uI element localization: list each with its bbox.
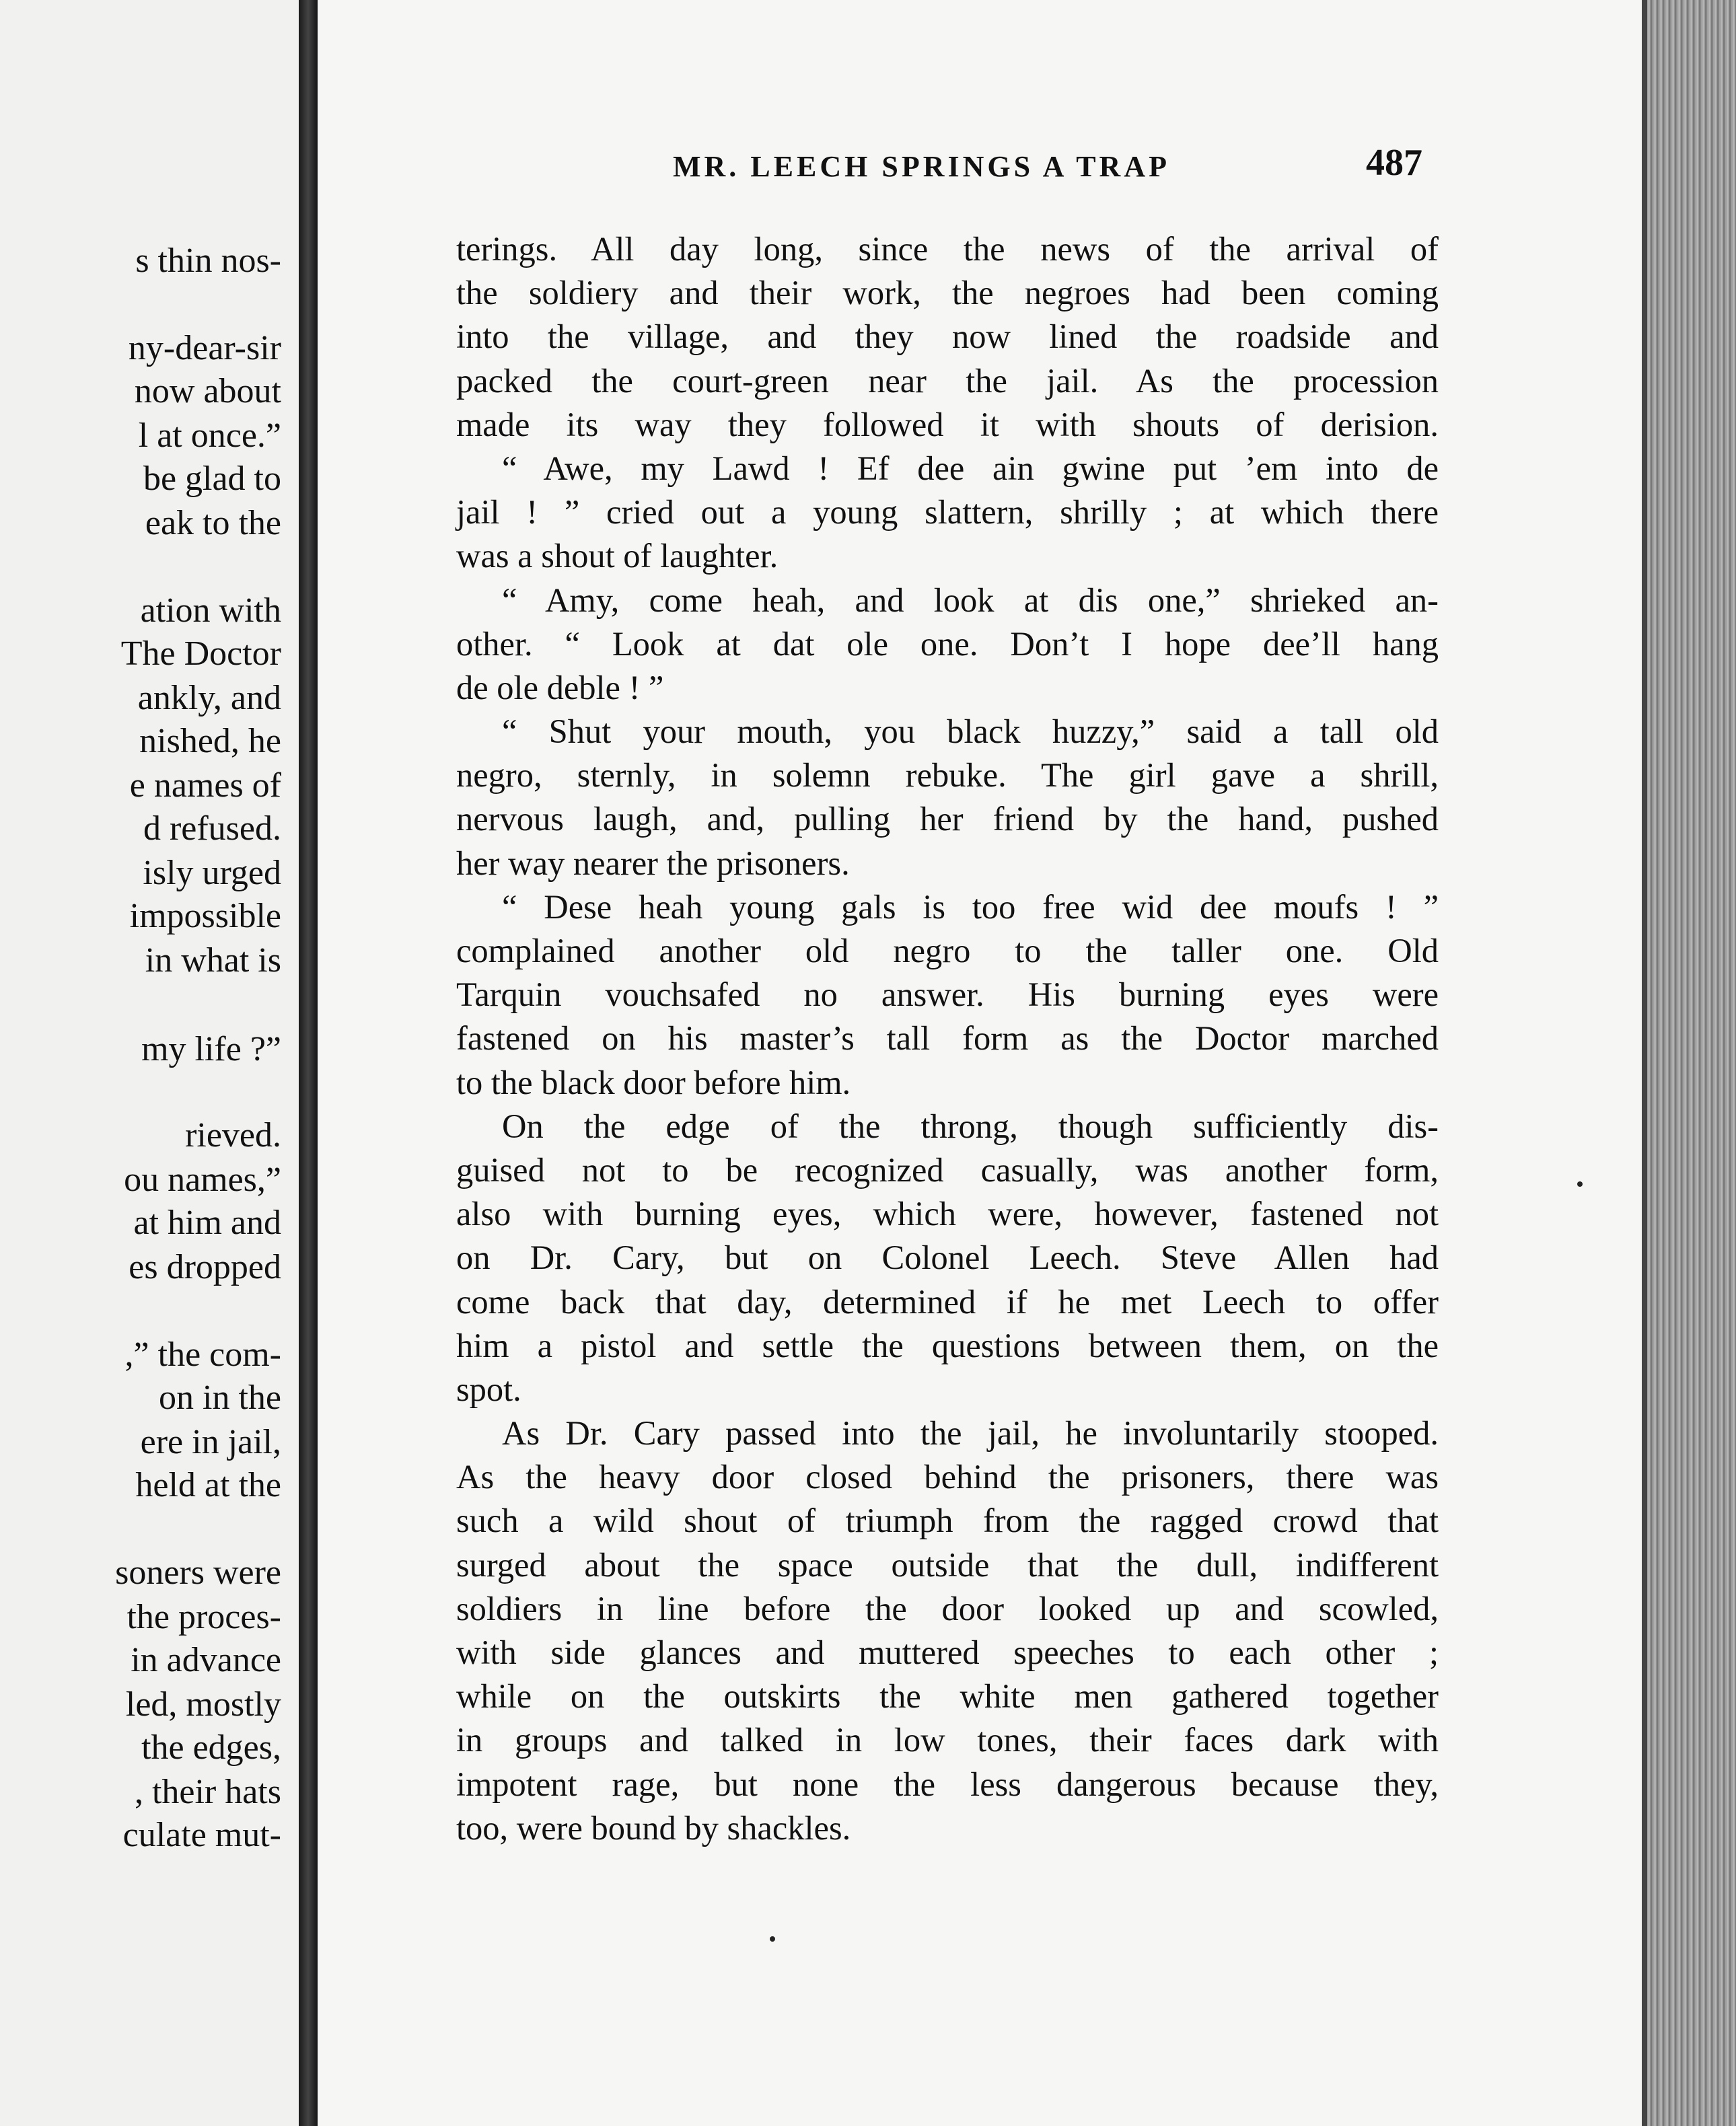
text-line: impotent rage, but none the less dangerous because they,: [456, 1765, 1439, 1803]
text-line: On the edge of the throng, though sufficiently dis-: [502, 1107, 1439, 1145]
left-page-line: at him and: [133, 1204, 281, 1242]
text-line: also with burning eyes, which were, however, fastened not: [456, 1195, 1439, 1233]
text-line: As the heavy door closed behind the prisoners, there was: [456, 1458, 1439, 1496]
left-page-line: in advance: [131, 1641, 281, 1679]
text-line: while on the outskirts the white men gathered together: [456, 1677, 1439, 1716]
page-number: 487: [1366, 142, 1422, 184]
left-page-line: rieved.: [185, 1116, 281, 1154]
text-line: nervous laugh, and, pulling her friend by the hand, pushed: [456, 800, 1439, 838]
text-line: to the black door before him.: [456, 1063, 851, 1101]
text-line: him a pistol and settle the questions between them, on the: [456, 1326, 1439, 1364]
text-line: her way nearer the prisoners.: [456, 844, 850, 882]
text-line: de ole deble ! ”: [456, 668, 664, 706]
text-line: the soldiery and their work, the negroes had been coming: [456, 274, 1439, 312]
running-header: MR. LEECH SPRINGS A TRAP: [673, 150, 1170, 183]
ink-speck: [1577, 1181, 1583, 1187]
text-line: “ Shut your mouth, you black huzzy,” said a tall old: [502, 712, 1439, 751]
text-line: packed the court-green near the jail. As the procession: [456, 361, 1439, 400]
left-page-line: ankly, and: [137, 679, 281, 717]
left-page-line: ation with: [140, 591, 281, 630]
left-page-line: ,” the com-: [124, 1335, 281, 1374]
text-line: into the village, and they now lined the roadside and: [456, 318, 1439, 356]
text-line: Tarquin vouchsafed no answer. His burning eyes were: [456, 976, 1439, 1014]
book-gutter: [299, 0, 318, 2126]
left-page-line: , their hats: [134, 1773, 281, 1811]
left-page-line: in what is: [145, 941, 281, 980]
left-page-line: ou names,”: [124, 1161, 281, 1199]
text-line: surged about the space outside that the dull, indifferent: [456, 1545, 1439, 1584]
left-page-line: eak to the: [145, 504, 281, 542]
text-line: guised not to be recognized casually, was another form,: [456, 1150, 1439, 1189]
left-page-line: isly urged: [143, 854, 281, 892]
text-line: fastened on his master’s tall form as the Doctor marched: [456, 1019, 1439, 1058]
text-line: with side glances and muttered speeches to each other ;: [456, 1634, 1439, 1671]
text-line: “ Dese heah young gals is too free wid dee moufs ! ”: [502, 887, 1439, 926]
left-page-line: culate mut-: [122, 1816, 281, 1854]
left-page-line: e names of: [129, 766, 281, 805]
left-page-line: the edges,: [141, 1728, 281, 1767]
text-line: in groups and talked in low tones, their faces dark with: [456, 1721, 1439, 1759]
body-text: [456, 227, 1439, 1850]
left-page-line: be glad to: [143, 460, 281, 498]
text-line: terings. All day long, since the news of the arrival of: [456, 230, 1439, 268]
text-line: made its way they followed it with shouts of derision.: [456, 405, 1439, 443]
left-page-line: s thin nos-: [135, 242, 281, 280]
left-page-line: d refused.: [143, 809, 281, 848]
text-line: soldiers in line before the door looked up and scowled,: [456, 1589, 1439, 1627]
left-page-line: the proces-: [126, 1598, 281, 1636]
text-line: on Dr. Cary, but on Colonel Leech. Steve Allen had: [456, 1239, 1439, 1277]
text-line: spot.: [456, 1370, 521, 1408]
left-page-line: The Doctor: [120, 634, 281, 673]
book-page-edges: [1647, 0, 1736, 2126]
ink-speck: [770, 1936, 775, 1942]
text-line: complained another old negro to the taller one. Old: [456, 932, 1439, 969]
text-line: jail ! ” cried out a young slattern, shrilly ; at which there: [456, 493, 1439, 532]
left-page-line: soners were: [115, 1553, 281, 1592]
left-page-line: ere in jail,: [140, 1423, 281, 1461]
left-page-line: nished, he: [139, 722, 281, 760]
left-page-line: my life ?”: [141, 1030, 281, 1068]
text-line: “ Amy, come heah, and look at dis one,” shrieked an-: [502, 581, 1439, 619]
text-line: other. “ Look at dat ole one. Don’t I hope dee’ll hang: [456, 624, 1439, 663]
left-page-line: on in the: [159, 1379, 281, 1417]
text-line: was a shout of laughter.: [456, 537, 779, 575]
text-line: too, were bound by shackles.: [456, 1808, 851, 1847]
left-page-line: l at once.”: [138, 416, 281, 455]
left-page-line: ny-dear-sir: [128, 329, 281, 367]
left-page-line: now about: [134, 372, 281, 410]
text-line: negro, sternly, in solemn rebuke. The girl gave a shrill,: [456, 756, 1439, 795]
text-line: come back that day, determined if he met Leech to offer: [456, 1282, 1439, 1321]
text-line: As Dr. Cary passed into the jail, he involuntarily stooped.: [502, 1414, 1439, 1453]
text-line: “ Awe, my Lawd ! Ef dee ain gwine put ’em into de: [502, 449, 1439, 487]
left-page-line: impossible: [129, 897, 281, 935]
text-line: such a wild shout of triumph from the ragged crowd that: [456, 1502, 1439, 1540]
left-facing-page: [0, 0, 299, 2126]
left-page-line: held at the: [135, 1466, 281, 1504]
left-page-line: led, mostly: [125, 1685, 281, 1724]
left-page-line: es dropped: [129, 1248, 281, 1286]
